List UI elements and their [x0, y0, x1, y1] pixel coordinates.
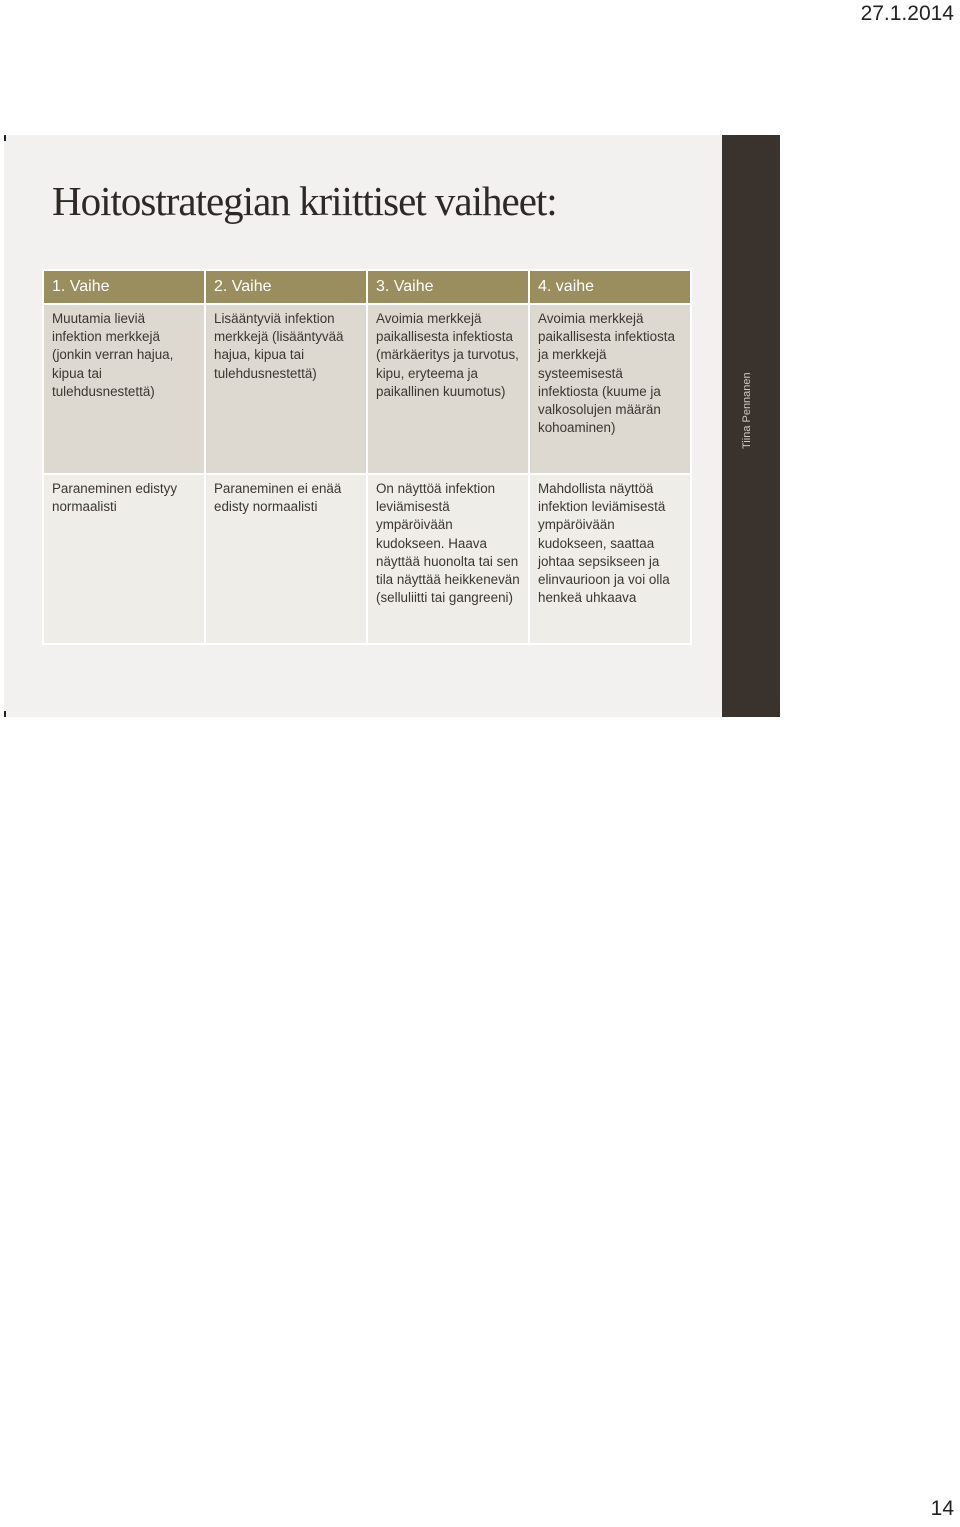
table-cell: Paraneminen ei enää edisty normaalisti — [205, 474, 367, 644]
table-cell: Mahdollista näyttöä infektion leviämisestä ympäröivään kudokseen, saattaa johtaa sepsikseen ja elinvaurioon ja voi olla henkeä uhkaava — [529, 474, 691, 644]
header-stage-4: 4. vaihe — [529, 270, 691, 304]
slide-corner-mark — [4, 711, 6, 717]
table-cell: Lisääntyviä infektion merkkejä (lisääntyvää hajua, kipua tai tulehdusnestettä) — [205, 304, 367, 474]
slide-title: Hoitostrategian kriittiset vaiheet: — [52, 178, 557, 224]
page-number: 14 — [930, 1497, 954, 1520]
table-cell: Avoimia merkkejä paikallisesta infektiosta ja merkkejä systeemisestä infektiosta (kuume ja valkosolujen määrän kohoaminen) — [529, 304, 691, 474]
header-stage-2: 2. Vaihe — [205, 270, 367, 304]
table-row — [43, 474, 691, 644]
table-row — [43, 304, 691, 474]
table-cell: On näyttöä infektion leviämisestä ympäröivään kudokseen. Haava näyttää huonolta tai sen tila näyttää heikkenevän (selluliitti tai gangreeni) — [367, 474, 529, 644]
author-name: Tiina Pennanen — [741, 372, 753, 449]
page-date: 27.1.2014 — [860, 2, 954, 25]
slide — [4, 135, 780, 717]
table-cell: Paraneminen edistyy normaalisti — [43, 474, 205, 644]
stages-table — [42, 269, 692, 645]
header-stage-3: 3. Vaihe — [367, 270, 529, 304]
table-cell: Avoimia merkkejä paikallisesta infektiosta (märkäeritys ja turvotus, kipu, eryteema ja paikallinen kuumotus) — [367, 304, 529, 474]
header-stage-1: 1. Vaihe — [43, 270, 205, 304]
table-cell: Muutamia lieviä infektion merkkejä (jonkin verran hajua, kipua tai tulehdusnestettä) — [43, 304, 205, 474]
slide-corner-mark — [4, 135, 6, 141]
slide-sidebar — [722, 135, 780, 717]
table-header-row — [43, 270, 691, 304]
